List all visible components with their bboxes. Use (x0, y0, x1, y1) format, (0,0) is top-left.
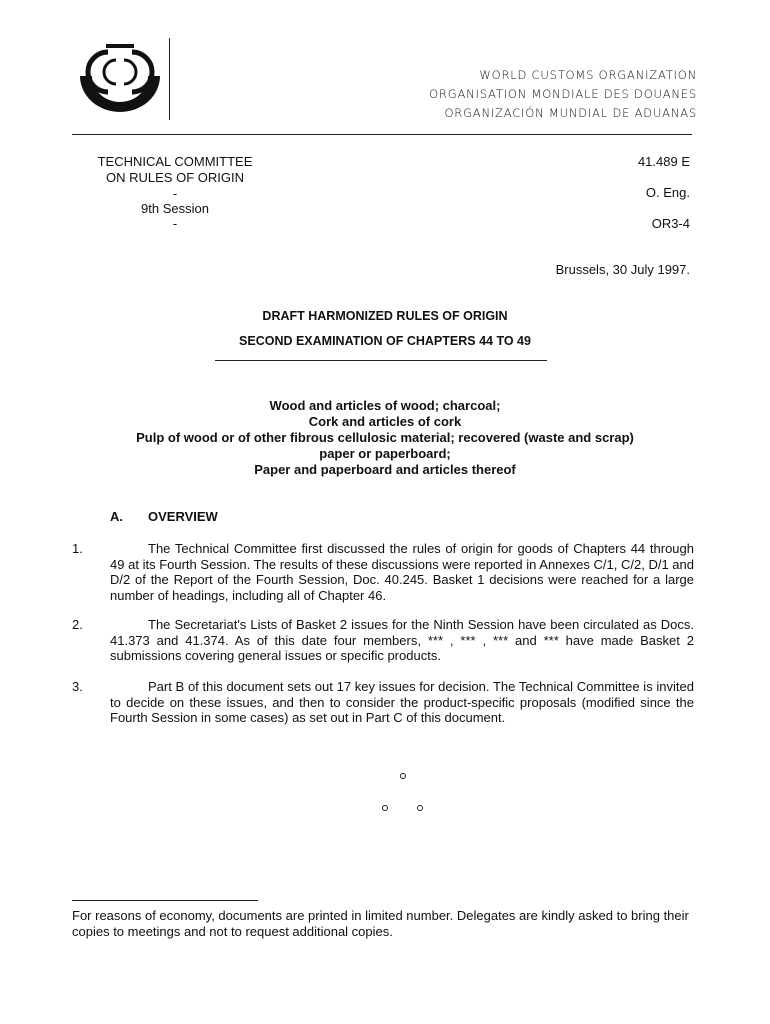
org-name-en: WORLD CUSTOMS ORGANIZATION (479, 68, 697, 82)
paragraph (110, 541, 694, 603)
org-name-fr: ORGANISATION MONDIALE DES DOUANES (429, 87, 697, 101)
document-title: DRAFT HARMONIZED RULES OF ORIGIN (262, 309, 508, 323)
paragraph-number: 2. (72, 617, 83, 632)
session-label: 9th Session (141, 201, 209, 216)
paragraph-number: 3. (72, 679, 83, 694)
paragraph-text: The Technical Committee first discussed the rules of origin for goods of Chapters 44 through 49 at its Fourth Session. The results of these discussions were reported in Annexes C/1, C/2, D/1 and D/2 of the Report of the Fourth Session, Doc. 40.245. Basket 1 decisions were reached for a large number of headings, including all of Chapter 46. (110, 541, 694, 603)
doc-number: 41.489 E (637, 154, 690, 169)
subject-line: Paper and paperboard and articles thereof (254, 462, 516, 477)
original-language: O. Eng. (645, 185, 690, 200)
place-date: Brussels, 30 July 1997. (555, 262, 690, 277)
doc-reference: OR3-4 (651, 216, 690, 231)
wco-logo (78, 40, 162, 116)
footnote-rule (72, 900, 258, 901)
footnote: For reasons of economy, documents are printed in limited number. Delegates are kindly asked to bring their copies to meetings and not to request additional copies. (72, 908, 689, 939)
paragraph-text: The Secretariat's Lists of Basket 2 issues for the Ninth Session have been circulated as Docs. 41.373 and 41.374. As of this date four members, *** , *** , *** and *** have made Basket 2 submissions covering general issues or specific products. (110, 617, 694, 663)
section-title: OVERVIEW (148, 509, 218, 524)
subject-line: paper or paperboard; (319, 446, 451, 461)
committee-line2: ON RULES OF ORIGIN (106, 170, 244, 185)
separator-dot (417, 805, 423, 811)
meta-dash: - (172, 186, 178, 201)
committee-line1: TECHNICAL COMMITTEE (97, 154, 253, 169)
separator-dot (400, 773, 406, 779)
paragraph-text: Part B of this document sets out 17 key issues for decision. The Technical Committee is invited to decide on these issues, and then to consider the product-specific proposals (modified since the Fourth Session in some cases) as set out in Part C of this document. (110, 679, 694, 725)
header-divider (169, 38, 170, 120)
subject-line: Cork and articles of cork (308, 414, 462, 429)
paragraph-number: 1. (72, 541, 83, 556)
subject-line: Wood and articles of wood; charcoal; (269, 398, 501, 413)
org-name-es: ORGANIZACIÓN MUNDIAL DE ADUANAS (444, 106, 697, 120)
separator-dot (382, 805, 388, 811)
paragraph (110, 679, 694, 726)
title-rule (215, 360, 547, 361)
section-letter: A. (110, 509, 123, 524)
document-subtitle: SECOND EXAMINATION OF CHAPTERS 44 TO 49 (239, 334, 531, 348)
meta-dash: - (172, 216, 178, 231)
subject-line: Pulp of wood or of other fibrous cellulosic material; recovered (waste and scrap) (136, 430, 634, 445)
paragraph (110, 617, 694, 664)
header-rule (72, 134, 692, 135)
